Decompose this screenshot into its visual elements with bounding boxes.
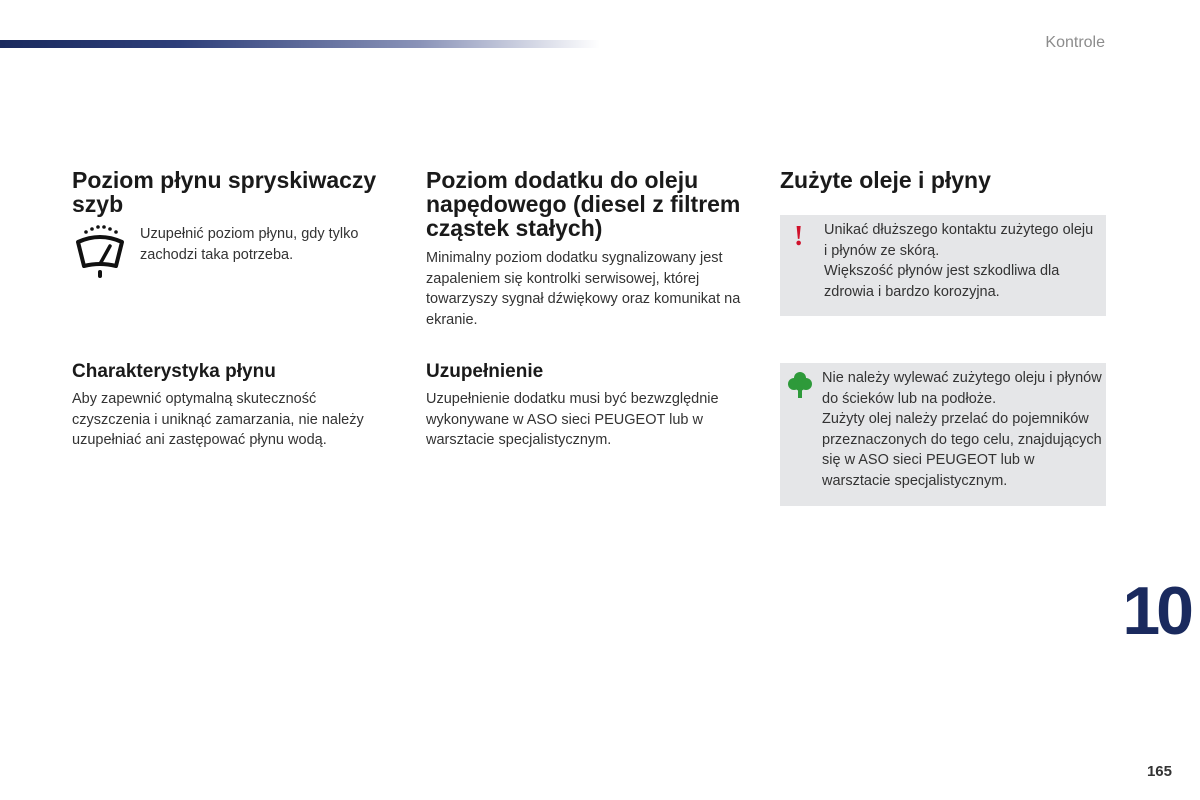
header-gradient-bar: [0, 40, 600, 48]
column-diesel-additive: [426, 168, 756, 240]
warning-text-1: Unikać dłuższego kontaktu zużytego oleju i płynów ze skórą.: [824, 222, 1094, 259]
column-washer-fluid: [72, 168, 402, 216]
chapter-number: 10: [1122, 573, 1190, 649]
fluid-characteristics-title: Charakterystyka płynu: [72, 361, 276, 382]
diesel-additive-text: Minimalny poziom dodatku sygnalizowany jest zapaleniem się kontrolki serwisowej, której towarzyszy sygnał dźwiękowy oraz komunikat na ekranie.: [426, 250, 741, 328]
diesel-additive-title: Poziom dodatku do oleju napędowego (diesel z filtrem cząstek stałych): [426, 167, 741, 241]
warning-text-2: Większość płynów jest szkodliwa dla zdrowia i bardzo korozyjna.: [824, 263, 1060, 300]
page-number: 165: [1146, 763, 1172, 780]
fluid-characteristics-text: Aby zapewnić optymalną skuteczność czyszczenia i uniknąć zamarzania, nie należy uzupełniać ani zastępować płynu wodą.: [72, 391, 364, 448]
refill-title: Uzupełnienie: [426, 361, 544, 382]
washer-fluid-title: Poziom płynu spryskiwaczy szyb: [72, 167, 377, 217]
used-oils-title: Zużyte oleje i płyny: [780, 167, 991, 193]
windscreen-washer-icon: [72, 224, 128, 278]
refill-text: Uzupełnienie dodatku musi być bezwzględnie wykonywane w ASO sieci PEUGEOT lub w warsztacie specjalistycznym.: [426, 391, 719, 448]
column-used-oils: [780, 168, 1106, 192]
environment-box: [780, 363, 1106, 506]
tree-icon: [788, 371, 812, 399]
washer-fluid-text: Uzupełnić poziom płynu, gdy tylko zachodzi taka potrzeba.: [140, 226, 359, 263]
section-label: Kontrole: [1045, 34, 1105, 51]
warning-box: [780, 215, 1106, 316]
environment-text-1: Nie należy wylewać zużytego oleju i płynów do ścieków lub na podłoże.: [822, 370, 1102, 407]
environment-text-2: Zużyty olej należy przelać do pojemników przeznaczonych do tego celu, znajdujących się w ASO sieci PEUGEOT lub w warsztacie specjalistycznym.: [822, 411, 1102, 489]
warning-icon: !: [794, 221, 804, 252]
